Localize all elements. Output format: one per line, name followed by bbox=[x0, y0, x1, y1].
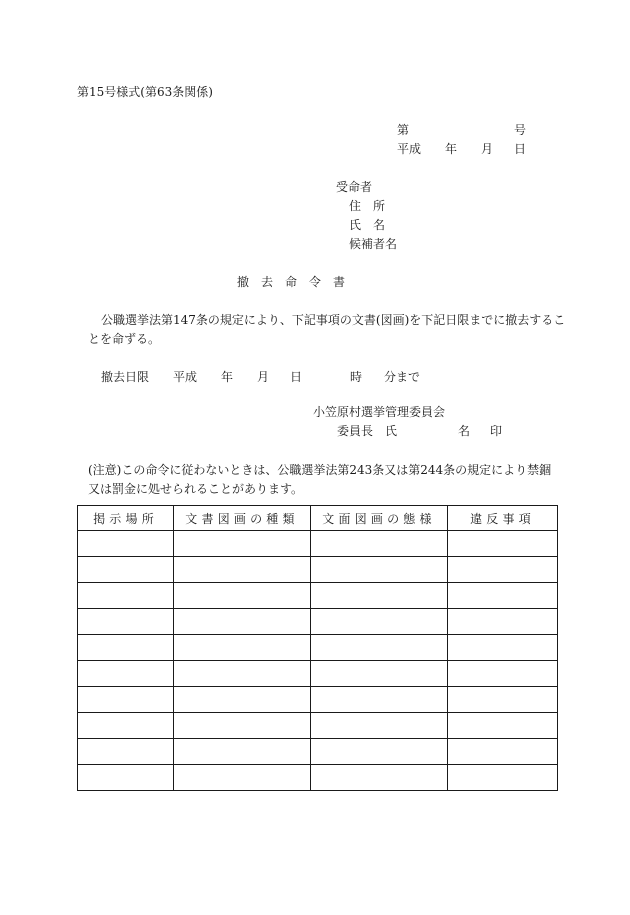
table-header-row bbox=[78, 506, 558, 531]
table-cell bbox=[311, 661, 448, 687]
table-cell bbox=[448, 635, 558, 661]
deadline-day: 日 bbox=[290, 370, 303, 384]
form-number: 第15号様式(第63条関係) bbox=[77, 85, 213, 99]
column-header-document-type: 文書図画の種類 bbox=[174, 506, 311, 531]
table-cell bbox=[174, 557, 311, 583]
table-row bbox=[78, 557, 558, 583]
recipient-name-label: 氏 名 bbox=[349, 218, 386, 232]
notice-line-2: 又は罰金に処せられることがあります。 bbox=[88, 482, 304, 496]
table-cell bbox=[174, 713, 311, 739]
table-cell bbox=[311, 765, 448, 791]
table-row bbox=[78, 739, 558, 765]
issue-date-year: 年 bbox=[445, 142, 458, 156]
table-cell bbox=[78, 583, 174, 609]
deadline-year: 年 bbox=[221, 370, 234, 384]
table-row bbox=[78, 583, 558, 609]
table-row bbox=[78, 713, 558, 739]
recipient-heading: 受命者 bbox=[336, 180, 373, 194]
table-row bbox=[78, 687, 558, 713]
deadline-label: 撤去日限 bbox=[101, 370, 150, 384]
violation-table bbox=[77, 505, 558, 791]
table-cell bbox=[174, 609, 311, 635]
table-cell bbox=[448, 531, 558, 557]
table-cell bbox=[78, 635, 174, 661]
table-cell bbox=[174, 687, 311, 713]
body-line-2: とを命ずる。 bbox=[88, 332, 161, 346]
document-number-suffix: 号 bbox=[514, 123, 527, 137]
deadline-minute: 分まで bbox=[384, 370, 421, 384]
column-header-document-form: 文面図画の態様 bbox=[311, 506, 448, 531]
table-row bbox=[78, 531, 558, 557]
table-cell bbox=[448, 687, 558, 713]
table-cell bbox=[448, 739, 558, 765]
table-cell bbox=[311, 687, 448, 713]
table-cell bbox=[311, 531, 448, 557]
table-cell bbox=[448, 765, 558, 791]
table-cell bbox=[311, 583, 448, 609]
table-cell bbox=[311, 557, 448, 583]
document-title: 撤 去 命 令 書 bbox=[237, 275, 346, 289]
deadline-month: 月 bbox=[257, 370, 270, 384]
recipient-candidate-label: 候補者名 bbox=[349, 237, 398, 251]
deadline-hour: 時 bbox=[350, 370, 363, 384]
table-cell bbox=[78, 687, 174, 713]
table-cell bbox=[174, 635, 311, 661]
issue-date-era: 平成 bbox=[397, 142, 422, 156]
table-row bbox=[78, 661, 558, 687]
table-cell bbox=[174, 531, 311, 557]
recipient-address-label: 住 所 bbox=[349, 199, 386, 213]
issue-date-month: 月 bbox=[481, 142, 494, 156]
deadline-era: 平成 bbox=[173, 370, 198, 384]
issuer-name-label: 名 bbox=[458, 424, 471, 438]
table-cell bbox=[448, 557, 558, 583]
issuer-chair-label: 委員長 氏 bbox=[337, 424, 398, 438]
table-cell bbox=[311, 609, 448, 635]
table-cell bbox=[78, 739, 174, 765]
table-cell bbox=[78, 531, 174, 557]
table-cell bbox=[78, 557, 174, 583]
table-cell bbox=[78, 609, 174, 635]
table-cell bbox=[311, 635, 448, 661]
table-cell bbox=[311, 739, 448, 765]
table-cell bbox=[448, 713, 558, 739]
notice-line-1: (注意)この命令に従わないときは、公職選挙法第243条又は第244条の規定により禁錮 bbox=[88, 463, 552, 477]
issue-date-day: 日 bbox=[514, 142, 527, 156]
table-cell bbox=[174, 765, 311, 791]
table-cell bbox=[174, 739, 311, 765]
table-row bbox=[78, 609, 558, 635]
body-line-1: 公職選挙法第147条の規定により、下記事項の文書(図画)を下記日限までに撤去するこ bbox=[101, 313, 566, 327]
table-cell bbox=[448, 583, 558, 609]
column-header-location: 掲示場所 bbox=[78, 506, 174, 531]
table-cell bbox=[78, 661, 174, 687]
table-cell bbox=[78, 713, 174, 739]
table-row bbox=[78, 765, 558, 791]
table-cell bbox=[78, 765, 174, 791]
column-header-violation: 違反事項 bbox=[448, 506, 558, 531]
document-number-prefix: 第 bbox=[397, 123, 410, 137]
table-cell bbox=[311, 713, 448, 739]
table-cell bbox=[448, 609, 558, 635]
issuer-committee: 小笠原村選挙管理委員会 bbox=[313, 405, 446, 419]
issuer-seal-label: 印 bbox=[490, 424, 503, 438]
table-cell bbox=[448, 661, 558, 687]
table-cell bbox=[174, 661, 311, 687]
table-cell bbox=[174, 583, 311, 609]
table-row bbox=[78, 635, 558, 661]
